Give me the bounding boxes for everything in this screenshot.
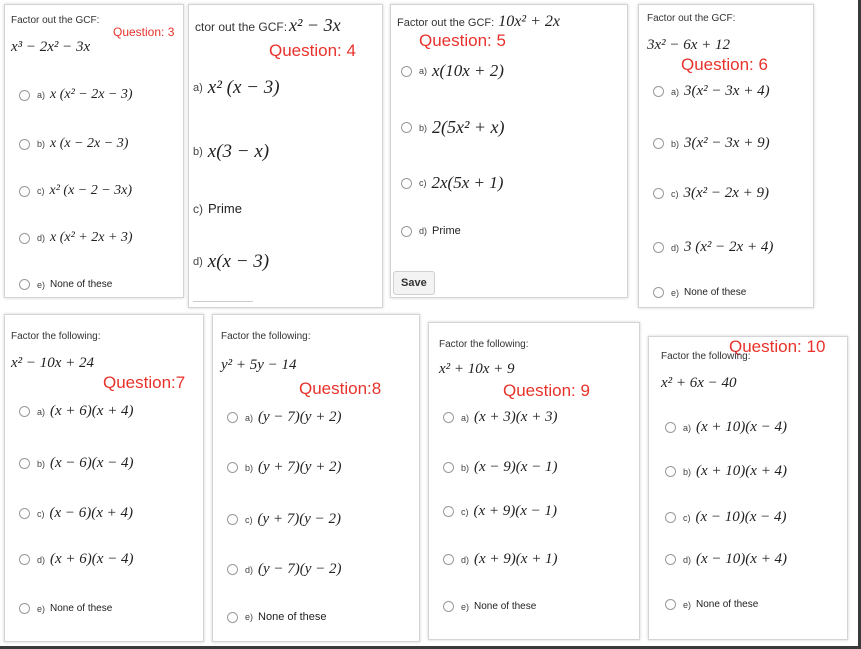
radio-button[interactable] bbox=[653, 287, 664, 298]
question-label: Question: 6 bbox=[681, 55, 768, 74]
option-d[interactable] bbox=[653, 239, 773, 256]
option-letter: c) bbox=[461, 506, 469, 517]
option-letter: c) bbox=[671, 188, 679, 199]
option-text: x(3 − x) bbox=[207, 141, 270, 162]
option-e[interactable] bbox=[653, 287, 746, 298]
option-letter: b) bbox=[37, 458, 46, 469]
option-e[interactable] bbox=[227, 611, 327, 623]
option-c[interactable] bbox=[227, 511, 341, 528]
option-a[interactable] bbox=[401, 61, 504, 81]
option-letter: d) bbox=[37, 233, 46, 243]
option-letter: d) bbox=[245, 564, 254, 575]
radio-button[interactable] bbox=[401, 178, 412, 189]
question-expression: x² − 10x + 24 bbox=[11, 355, 95, 371]
card-header: Factor the following: bbox=[439, 339, 529, 350]
option-c[interactable] bbox=[401, 173, 503, 193]
option-letter: c) bbox=[245, 514, 253, 525]
option-text: (x − 10)(x − 4) bbox=[695, 509, 787, 525]
option-text: (x + 6)(x + 4) bbox=[50, 403, 134, 419]
option-text: (x + 3)(x + 3) bbox=[474, 409, 558, 425]
question-label: Question: 5 bbox=[419, 31, 506, 50]
option-text: Prime bbox=[208, 201, 242, 216]
option-text: None of these bbox=[696, 599, 759, 610]
option-b[interactable] bbox=[19, 136, 128, 152]
question-expression: x² + 6x − 40 bbox=[661, 375, 737, 391]
option-letter: b) bbox=[683, 466, 692, 477]
option-text: x (x² − 2x − 3) bbox=[50, 87, 133, 102]
option-text: x(10x + 2) bbox=[432, 61, 504, 80]
option-text: (y + 7)(y − 2) bbox=[257, 511, 342, 527]
option-text: (x − 9)(x − 1) bbox=[474, 459, 558, 475]
option-b[interactable] bbox=[665, 463, 787, 480]
question-card-3 bbox=[4, 4, 184, 298]
option-letter: b) bbox=[461, 462, 470, 473]
option-c[interactable] bbox=[193, 201, 242, 216]
radio-button[interactable] bbox=[19, 233, 30, 244]
option-a[interactable] bbox=[227, 409, 342, 426]
question-card-7 bbox=[4, 314, 204, 642]
divider bbox=[193, 301, 253, 302]
option-letter: d) bbox=[461, 554, 470, 565]
option-b[interactable] bbox=[19, 455, 134, 472]
radio-button[interactable] bbox=[19, 554, 30, 565]
radio-button[interactable] bbox=[653, 138, 664, 149]
question-card-9 bbox=[428, 322, 640, 640]
option-letter: b) bbox=[193, 146, 203, 158]
option-text: (x + 9)(x − 1) bbox=[473, 503, 558, 519]
radio-button[interactable] bbox=[653, 242, 664, 253]
radio-button[interactable] bbox=[443, 506, 454, 517]
option-text: 3 (x² − 2x + 4) bbox=[684, 239, 774, 255]
question-expression: y² + 5y − 14 bbox=[221, 357, 297, 373]
option-a[interactable] bbox=[653, 83, 770, 100]
radio-button[interactable] bbox=[443, 412, 454, 423]
option-b[interactable] bbox=[193, 141, 269, 163]
radio-button[interactable] bbox=[19, 406, 30, 417]
option-b[interactable] bbox=[401, 117, 505, 138]
radio-button[interactable] bbox=[227, 612, 238, 623]
option-text: Prime bbox=[432, 225, 461, 237]
radio-button[interactable] bbox=[653, 86, 664, 97]
radio-button[interactable] bbox=[665, 554, 676, 565]
option-letter: c) bbox=[193, 201, 203, 216]
radio-button[interactable] bbox=[227, 412, 238, 423]
option-text: (x + 6)(x − 4) bbox=[50, 551, 134, 567]
card-header-text: ctor out the GCF: bbox=[195, 20, 288, 34]
option-text: None of these bbox=[50, 603, 113, 614]
radio-button[interactable] bbox=[401, 122, 412, 133]
option-letter: e) bbox=[37, 279, 46, 290]
option-letter: a) bbox=[461, 412, 470, 423]
option-text: x(x − 3) bbox=[207, 251, 270, 272]
option-letter: c) bbox=[37, 186, 45, 196]
option-letter: a) bbox=[193, 82, 203, 94]
radio-button[interactable] bbox=[227, 462, 238, 473]
option-a[interactable] bbox=[665, 419, 787, 436]
option-e[interactable] bbox=[19, 603, 112, 614]
option-letter: c) bbox=[683, 512, 691, 523]
option-letter: b) bbox=[37, 139, 46, 149]
option-text: (x + 10)(x + 4) bbox=[696, 463, 788, 479]
radio-button[interactable] bbox=[665, 422, 676, 433]
option-text: (x + 9)(x + 1) bbox=[474, 551, 558, 567]
radio-button[interactable] bbox=[19, 186, 30, 197]
radio-button[interactable] bbox=[227, 564, 238, 575]
question-card-6 bbox=[638, 4, 814, 308]
option-b[interactable] bbox=[443, 459, 558, 476]
option-letter: b) bbox=[245, 462, 254, 473]
option-c[interactable] bbox=[19, 505, 133, 522]
option-letter: b) bbox=[671, 138, 680, 149]
card-header: Factor the following: bbox=[661, 351, 751, 362]
question-card-10 bbox=[648, 336, 848, 640]
option-letter: d) bbox=[671, 242, 680, 253]
option-e[interactable] bbox=[443, 601, 536, 612]
card-header bbox=[195, 15, 341, 36]
option-text: (x − 6)(x − 4) bbox=[50, 455, 134, 471]
option-letter: d) bbox=[683, 554, 692, 565]
question-label: Question: 9 bbox=[503, 381, 590, 400]
question-card-8 bbox=[212, 314, 420, 642]
option-letter: b) bbox=[419, 122, 428, 133]
option-letter: a) bbox=[671, 86, 680, 97]
option-letter: a) bbox=[683, 422, 692, 433]
option-letter: e) bbox=[671, 287, 680, 298]
option-a[interactable] bbox=[193, 77, 280, 99]
card-header-text: Factor out the GCF: bbox=[397, 17, 495, 29]
question-label: Question:7 bbox=[103, 373, 186, 392]
option-text: x (x − 2x − 3) bbox=[50, 136, 129, 151]
question-label: Question: 10 bbox=[729, 337, 826, 356]
header-expression: 10x² + 2x bbox=[498, 13, 560, 30]
option-letter: c) bbox=[419, 178, 427, 188]
option-letter: a) bbox=[37, 90, 46, 100]
radio-button[interactable] bbox=[19, 139, 30, 150]
option-text: 3(x² − 2x + 9) bbox=[683, 185, 770, 201]
option-d[interactable] bbox=[665, 551, 787, 568]
question-card-5 bbox=[390, 4, 628, 298]
option-c[interactable] bbox=[19, 183, 132, 199]
option-text: None of these bbox=[684, 287, 747, 298]
option-d[interactable] bbox=[193, 251, 269, 273]
option-letter: d) bbox=[419, 226, 428, 236]
option-letter: c) bbox=[37, 508, 45, 519]
option-text: x² (x − 3) bbox=[207, 77, 280, 98]
option-d[interactable] bbox=[401, 225, 461, 237]
option-text: 3(x² − 3x + 4) bbox=[684, 83, 770, 99]
option-letter: a) bbox=[37, 406, 46, 417]
option-letter: e) bbox=[37, 603, 46, 614]
radio-button[interactable] bbox=[665, 599, 676, 610]
option-d[interactable] bbox=[443, 551, 558, 568]
option-text: 3(x² − 3x + 9) bbox=[684, 135, 770, 151]
option-text: (y + 7)(y + 2) bbox=[258, 459, 342, 475]
radio-button[interactable] bbox=[19, 458, 30, 469]
option-text: None of these bbox=[474, 601, 537, 612]
question-expression: 3x² − 6x + 12 bbox=[647, 37, 731, 53]
option-d[interactable] bbox=[19, 230, 133, 246]
question-card-4 bbox=[188, 4, 383, 308]
radio-button[interactable] bbox=[227, 514, 238, 525]
option-text: (x − 6)(x + 4) bbox=[49, 505, 134, 521]
option-letter: e) bbox=[683, 599, 692, 610]
option-text: (x − 10)(x + 4) bbox=[696, 551, 788, 567]
option-c[interactable] bbox=[443, 503, 557, 520]
card-header: Factor out the GCF: bbox=[11, 15, 100, 26]
option-a[interactable] bbox=[19, 87, 133, 103]
radio-button[interactable] bbox=[665, 512, 676, 523]
radio-button[interactable] bbox=[19, 603, 30, 614]
question-expression: x³ − 2x² − 3x bbox=[11, 39, 91, 55]
option-text: 2(5x² + x) bbox=[432, 117, 505, 137]
card-header: Factor out the GCF: bbox=[647, 13, 736, 24]
radio-button[interactable] bbox=[443, 554, 454, 565]
option-text: (y − 7)(y + 2) bbox=[258, 409, 342, 425]
header-expression: x² − 3x bbox=[289, 15, 341, 35]
card-header: Factor the following: bbox=[11, 331, 101, 342]
option-letter: d) bbox=[193, 256, 203, 268]
option-b[interactable] bbox=[653, 135, 770, 152]
question-label: Question:8 bbox=[299, 379, 382, 398]
option-text: 2x(5x + 1) bbox=[431, 173, 504, 192]
radio-button[interactable] bbox=[19, 279, 30, 290]
radio-button[interactable] bbox=[401, 66, 412, 77]
option-d[interactable] bbox=[227, 561, 342, 578]
question-expression: x² + 10x + 9 bbox=[439, 361, 515, 377]
radio-button[interactable] bbox=[653, 188, 664, 199]
option-a[interactable] bbox=[19, 403, 134, 420]
option-letter: e) bbox=[461, 601, 470, 612]
option-text: None of these bbox=[258, 611, 327, 623]
option-text: None of these bbox=[50, 279, 113, 290]
option-text: x² (x − 2 − 3x) bbox=[49, 183, 133, 198]
radio-button[interactable] bbox=[19, 90, 30, 101]
radio-button[interactable] bbox=[19, 508, 30, 519]
option-b[interactable] bbox=[227, 459, 342, 476]
option-letter: e) bbox=[245, 612, 254, 622]
radio-button[interactable] bbox=[443, 601, 454, 612]
card-header: Factor the following: bbox=[221, 331, 311, 342]
option-e[interactable] bbox=[19, 279, 112, 290]
option-letter: a) bbox=[245, 412, 254, 423]
option-e[interactable] bbox=[665, 599, 758, 610]
radio-button[interactable] bbox=[443, 462, 454, 473]
option-c[interactable] bbox=[665, 509, 787, 526]
option-a[interactable] bbox=[443, 409, 558, 426]
save-button[interactable]: Save bbox=[393, 271, 435, 295]
option-d[interactable] bbox=[19, 551, 134, 568]
question-label: Question: 3 bbox=[113, 25, 175, 39]
option-text: (x + 10)(x − 4) bbox=[696, 419, 788, 435]
option-c[interactable] bbox=[653, 185, 769, 202]
radio-button[interactable] bbox=[665, 466, 676, 477]
option-letter: d) bbox=[37, 554, 46, 565]
option-text: (y − 7)(y − 2) bbox=[258, 561, 342, 577]
radio-button[interactable] bbox=[401, 226, 412, 237]
option-text: x (x² + 2x + 3) bbox=[50, 230, 133, 245]
option-letter: a) bbox=[419, 66, 428, 76]
question-label: Question: 4 bbox=[269, 41, 356, 60]
card-header bbox=[397, 13, 560, 31]
